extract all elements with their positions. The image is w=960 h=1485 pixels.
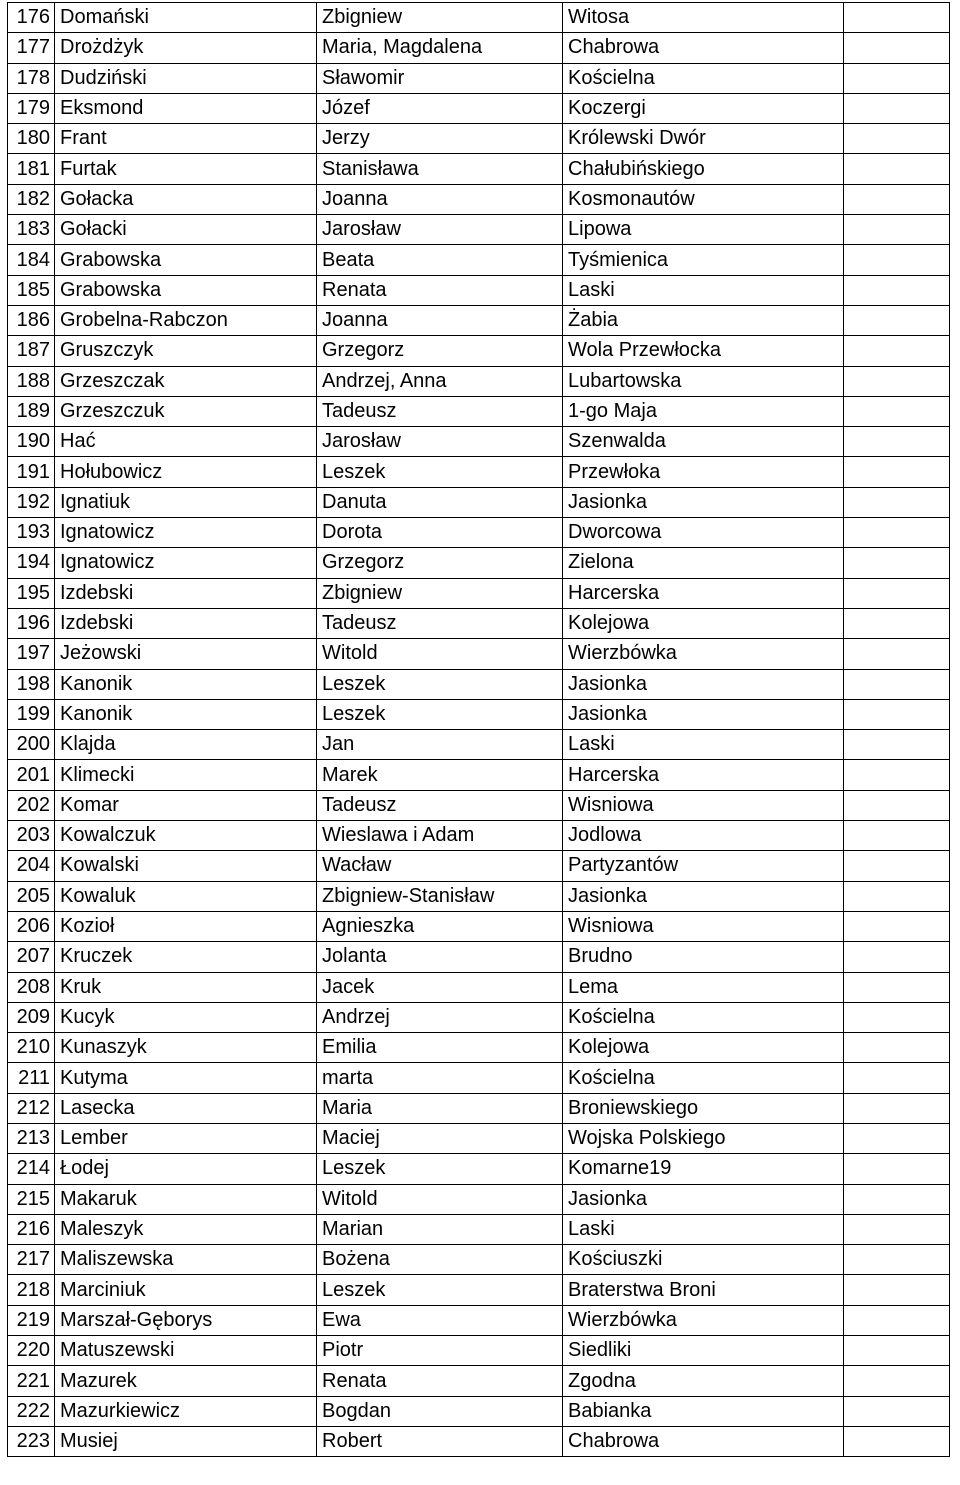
table-row — [8, 215, 950, 245]
table-row — [8, 548, 950, 578]
surname-cell: Drożdżyk — [55, 33, 317, 63]
row-number-cell: 212 — [8, 1093, 55, 1123]
empty-cell — [844, 548, 950, 578]
first-name-cell: Joanna — [317, 184, 563, 214]
surname-cell: Kowaluk — [55, 881, 317, 911]
street-cell: Harcerska — [563, 578, 844, 608]
first-name-cell: Jarosław — [317, 215, 563, 245]
empty-cell — [844, 1336, 950, 1366]
table-row — [8, 1366, 950, 1396]
empty-cell — [844, 336, 950, 366]
empty-cell — [844, 93, 950, 123]
empty-cell — [844, 63, 950, 93]
empty-cell — [844, 1002, 950, 1032]
row-number-cell: 188 — [8, 366, 55, 396]
first-name-cell: Zbigniew — [317, 3, 563, 33]
empty-cell — [844, 1033, 950, 1063]
table-row — [8, 1305, 950, 1335]
surname-cell: Mazurek — [55, 1366, 317, 1396]
row-number-cell: 187 — [8, 336, 55, 366]
empty-cell — [844, 821, 950, 851]
table-row — [8, 1184, 950, 1214]
empty-cell — [844, 911, 950, 941]
table-body — [8, 3, 950, 1457]
table-row — [8, 275, 950, 305]
first-name-cell: Tadeusz — [317, 790, 563, 820]
table-row — [8, 730, 950, 760]
street-cell: Komarne19 — [563, 1154, 844, 1184]
table-row — [8, 942, 950, 972]
surname-cell: Dudziński — [55, 63, 317, 93]
row-number-cell: 205 — [8, 881, 55, 911]
surname-cell: Kowalski — [55, 851, 317, 881]
table-row — [8, 63, 950, 93]
table-row — [8, 33, 950, 63]
first-name-cell: Stanisława — [317, 154, 563, 184]
first-name-cell: Bożena — [317, 1245, 563, 1275]
row-number-cell: 218 — [8, 1275, 55, 1305]
empty-cell — [844, 1275, 950, 1305]
surname-cell: Klimecki — [55, 760, 317, 790]
row-number-cell: 197 — [8, 639, 55, 669]
row-number-cell: 192 — [8, 487, 55, 517]
surname-cell: Kutyma — [55, 1063, 317, 1093]
first-name-cell: Maria — [317, 1093, 563, 1123]
row-number-cell: 195 — [8, 578, 55, 608]
surname-cell: Izdebski — [55, 578, 317, 608]
empty-cell — [844, 942, 950, 972]
table-row — [8, 396, 950, 426]
first-name-cell: Zbigniew — [317, 578, 563, 608]
empty-cell — [844, 518, 950, 548]
street-cell: Chabrowa — [563, 33, 844, 63]
street-cell: Wierzbówka — [563, 1305, 844, 1335]
empty-cell — [844, 154, 950, 184]
surname-cell: Kowalczuk — [55, 821, 317, 851]
street-cell: Braterstwa Broni — [563, 1275, 844, 1305]
surname-cell: Maleszyk — [55, 1214, 317, 1244]
surname-cell: Grabowska — [55, 275, 317, 305]
row-number-cell: 207 — [8, 942, 55, 972]
row-number-cell: 213 — [8, 1123, 55, 1153]
empty-cell — [844, 275, 950, 305]
first-name-cell: Andrzej — [317, 1002, 563, 1032]
surname-cell: Musiej — [55, 1426, 317, 1456]
row-number-cell: 208 — [8, 972, 55, 1002]
empty-cell — [844, 1184, 950, 1214]
first-name-cell: Emilia — [317, 1033, 563, 1063]
surname-cell: Kruk — [55, 972, 317, 1002]
street-cell: Chałubińskiego — [563, 154, 844, 184]
empty-cell — [844, 730, 950, 760]
empty-cell — [844, 427, 950, 457]
row-number-cell: 196 — [8, 608, 55, 638]
row-number-cell: 214 — [8, 1154, 55, 1184]
first-name-cell: Leszek — [317, 1154, 563, 1184]
table-row — [8, 578, 950, 608]
surname-cell: Grabowska — [55, 245, 317, 275]
row-number-cell: 186 — [8, 305, 55, 335]
street-cell: Kolejowa — [563, 608, 844, 638]
empty-cell — [844, 1214, 950, 1244]
table-row — [8, 3, 950, 33]
street-cell: Wierzbówka — [563, 639, 844, 669]
surname-cell: Ignatiuk — [55, 487, 317, 517]
table-row — [8, 1245, 950, 1275]
empty-cell — [844, 699, 950, 729]
table-row — [8, 336, 950, 366]
empty-cell — [844, 1093, 950, 1123]
row-number-cell: 202 — [8, 790, 55, 820]
first-name-cell: Maria, Magdalena — [317, 33, 563, 63]
street-cell: Witosa — [563, 3, 844, 33]
street-cell: Partyzantów — [563, 851, 844, 881]
table-row — [8, 487, 950, 517]
street-cell: 1-go Maja — [563, 396, 844, 426]
surname-cell: Kucyk — [55, 1002, 317, 1032]
street-cell: Lipowa — [563, 215, 844, 245]
surname-cell: Lember — [55, 1123, 317, 1153]
street-cell: Zgodna — [563, 1366, 844, 1396]
street-cell: Wisniowa — [563, 911, 844, 941]
row-number-cell: 199 — [8, 699, 55, 729]
row-number-cell: 206 — [8, 911, 55, 941]
first-name-cell: Jerzy — [317, 124, 563, 154]
empty-cell — [844, 1245, 950, 1275]
empty-cell — [844, 184, 950, 214]
empty-cell — [844, 1154, 950, 1184]
row-number-cell: 178 — [8, 63, 55, 93]
table-row — [8, 790, 950, 820]
table-row — [8, 1336, 950, 1366]
surname-cell: Gołacka — [55, 184, 317, 214]
first-name-cell: Renata — [317, 275, 563, 305]
surname-cell: Kozioł — [55, 911, 317, 941]
surname-cell: Hołubowicz — [55, 457, 317, 487]
empty-cell — [844, 33, 950, 63]
first-name-cell: Marek — [317, 760, 563, 790]
street-cell: Kościuszki — [563, 1245, 844, 1275]
table-row — [8, 669, 950, 699]
first-name-cell: Dorota — [317, 518, 563, 548]
row-number-cell: 215 — [8, 1184, 55, 1214]
table-row — [8, 639, 950, 669]
table-row — [8, 1426, 950, 1456]
table-row — [8, 124, 950, 154]
row-number-cell: 180 — [8, 124, 55, 154]
street-cell: Jasionka — [563, 487, 844, 517]
street-cell: Zielona — [563, 548, 844, 578]
street-cell: Brudno — [563, 942, 844, 972]
surname-cell: Grobelna-Rabczon — [55, 305, 317, 335]
empty-cell — [844, 972, 950, 1002]
row-number-cell: 201 — [8, 760, 55, 790]
empty-cell — [844, 1063, 950, 1093]
street-cell: Siedliki — [563, 1336, 844, 1366]
surname-cell: Hać — [55, 427, 317, 457]
first-name-cell: Wieslawa i Adam — [317, 821, 563, 851]
street-cell: Wojska Polskiego — [563, 1123, 844, 1153]
empty-cell — [844, 1366, 950, 1396]
table-row — [8, 699, 950, 729]
first-name-cell: Leszek — [317, 669, 563, 699]
table-row — [8, 93, 950, 123]
table-row — [8, 1093, 950, 1123]
table-row — [8, 972, 950, 1002]
surname-cell: Kruczek — [55, 942, 317, 972]
street-cell: Kościelna — [563, 63, 844, 93]
empty-cell — [844, 578, 950, 608]
empty-cell — [844, 1426, 950, 1456]
first-name-cell: Danuta — [317, 487, 563, 517]
surname-cell: Mazurkiewicz — [55, 1396, 317, 1426]
table-row — [8, 1214, 950, 1244]
surname-cell: Marciniuk — [55, 1275, 317, 1305]
empty-cell — [844, 366, 950, 396]
row-number-cell: 222 — [8, 1396, 55, 1426]
empty-cell — [844, 1396, 950, 1426]
street-cell: Żabia — [563, 305, 844, 335]
surname-cell: Jeżowski — [55, 639, 317, 669]
first-name-cell: Sławomir — [317, 63, 563, 93]
surname-cell: Grzeszczak — [55, 366, 317, 396]
empty-cell — [844, 608, 950, 638]
first-name-cell: Grzegorz — [317, 548, 563, 578]
row-number-cell: 223 — [8, 1426, 55, 1456]
surname-cell: Domański — [55, 3, 317, 33]
street-cell: Lema — [563, 972, 844, 1002]
table-row — [8, 881, 950, 911]
first-name-cell: Józef — [317, 93, 563, 123]
surname-cell: Frant — [55, 124, 317, 154]
table-row — [8, 1154, 950, 1184]
first-name-cell: Tadeusz — [317, 396, 563, 426]
row-number-cell: 179 — [8, 93, 55, 123]
street-cell: Przewłoka — [563, 457, 844, 487]
row-number-cell: 221 — [8, 1366, 55, 1396]
row-number-cell: 200 — [8, 730, 55, 760]
surname-cell: Łodej — [55, 1154, 317, 1184]
row-number-cell: 219 — [8, 1305, 55, 1335]
street-cell: Królewski Dwór — [563, 124, 844, 154]
table-row — [8, 427, 950, 457]
street-cell: Kościelna — [563, 1002, 844, 1032]
street-cell: Babianka — [563, 1396, 844, 1426]
street-cell: Laski — [563, 730, 844, 760]
street-cell: Jasionka — [563, 881, 844, 911]
first-name-cell: Witold — [317, 639, 563, 669]
empty-cell — [844, 790, 950, 820]
empty-cell — [844, 1305, 950, 1335]
first-name-cell: Agnieszka — [317, 911, 563, 941]
surname-cell: Kanonik — [55, 669, 317, 699]
street-cell: Laski — [563, 1214, 844, 1244]
first-name-cell: Jolanta — [317, 942, 563, 972]
empty-cell — [844, 124, 950, 154]
surname-cell: Ignatowicz — [55, 548, 317, 578]
table-row — [8, 851, 950, 881]
street-cell: Tyśmienica — [563, 245, 844, 275]
street-cell: Lubartowska — [563, 366, 844, 396]
empty-cell — [844, 457, 950, 487]
table-row — [8, 821, 950, 851]
surname-cell: Furtak — [55, 154, 317, 184]
table-row — [8, 911, 950, 941]
empty-cell — [844, 881, 950, 911]
first-name-cell: Jarosław — [317, 427, 563, 457]
row-number-cell: 183 — [8, 215, 55, 245]
street-cell: Jasionka — [563, 699, 844, 729]
surname-cell: Makaruk — [55, 1184, 317, 1214]
row-number-cell: 194 — [8, 548, 55, 578]
table-row — [8, 457, 950, 487]
row-number-cell: 209 — [8, 1002, 55, 1032]
empty-cell — [844, 396, 950, 426]
street-cell: Chabrowa — [563, 1426, 844, 1456]
empty-cell — [844, 305, 950, 335]
empty-cell — [844, 1123, 950, 1153]
row-number-cell: 204 — [8, 851, 55, 881]
first-name-cell: Leszek — [317, 457, 563, 487]
first-name-cell: Beata — [317, 245, 563, 275]
street-cell: Dworcowa — [563, 518, 844, 548]
empty-cell — [844, 215, 950, 245]
table-row — [8, 366, 950, 396]
first-name-cell: Jan — [317, 730, 563, 760]
surname-cell: Klajda — [55, 730, 317, 760]
surname-cell: Komar — [55, 790, 317, 820]
table-row — [8, 184, 950, 214]
row-number-cell: 191 — [8, 457, 55, 487]
street-cell: Kosmonautów — [563, 184, 844, 214]
street-cell: Kolejowa — [563, 1033, 844, 1063]
street-cell: Jasionka — [563, 1184, 844, 1214]
row-number-cell: 184 — [8, 245, 55, 275]
row-number-cell: 198 — [8, 669, 55, 699]
row-number-cell: 220 — [8, 1336, 55, 1366]
empty-cell — [844, 669, 950, 699]
street-cell: Laski — [563, 275, 844, 305]
first-name-cell: Jacek — [317, 972, 563, 1002]
surname-cell: Eksmond — [55, 93, 317, 123]
empty-cell — [844, 3, 950, 33]
surname-cell: Gołacki — [55, 215, 317, 245]
row-number-cell: 190 — [8, 427, 55, 457]
table-row — [8, 1002, 950, 1032]
table-row — [8, 518, 950, 548]
first-name-cell: marta — [317, 1063, 563, 1093]
surname-cell: Matuszewski — [55, 1336, 317, 1366]
street-cell: Jasionka — [563, 669, 844, 699]
table-row — [8, 245, 950, 275]
first-name-cell: Witold — [317, 1184, 563, 1214]
first-name-cell: Joanna — [317, 305, 563, 335]
surname-cell: Maliszewska — [55, 1245, 317, 1275]
records-table — [7, 2, 950, 1457]
row-number-cell: 181 — [8, 154, 55, 184]
table-row — [8, 1275, 950, 1305]
row-number-cell: 211 — [8, 1063, 55, 1093]
first-name-cell: Marian — [317, 1214, 563, 1244]
empty-cell — [844, 487, 950, 517]
empty-cell — [844, 760, 950, 790]
table-row — [8, 1063, 950, 1093]
street-cell: Wisniowa — [563, 790, 844, 820]
surname-cell: Kanonik — [55, 699, 317, 729]
row-number-cell: 189 — [8, 396, 55, 426]
first-name-cell: Grzegorz — [317, 336, 563, 366]
first-name-cell: Wacław — [317, 851, 563, 881]
surname-cell: Marszał-Gęborys — [55, 1305, 317, 1335]
first-name-cell: Bogdan — [317, 1396, 563, 1426]
table-row — [8, 154, 950, 184]
row-number-cell: 176 — [8, 3, 55, 33]
table-row — [8, 1033, 950, 1063]
row-number-cell: 193 — [8, 518, 55, 548]
surname-cell: Grzeszczuk — [55, 396, 317, 426]
first-name-cell: Andrzej, Anna — [317, 366, 563, 396]
surname-cell: Izdebski — [55, 608, 317, 638]
surname-cell: Kunaszyk — [55, 1033, 317, 1063]
table-row — [8, 1123, 950, 1153]
table-row — [8, 305, 950, 335]
first-name-cell: Maciej — [317, 1123, 563, 1153]
empty-cell — [844, 639, 950, 669]
empty-cell — [844, 851, 950, 881]
table-row — [8, 608, 950, 638]
street-cell: Koczergi — [563, 93, 844, 123]
surname-cell: Ignatowicz — [55, 518, 317, 548]
surname-cell: Gruszczyk — [55, 336, 317, 366]
first-name-cell: Zbigniew-Stanisław — [317, 881, 563, 911]
street-cell: Kościelna — [563, 1063, 844, 1093]
row-number-cell: 182 — [8, 184, 55, 214]
row-number-cell: 217 — [8, 1245, 55, 1275]
street-cell: Szenwalda — [563, 427, 844, 457]
first-name-cell: Leszek — [317, 1275, 563, 1305]
street-cell: Harcerska — [563, 760, 844, 790]
first-name-cell: Tadeusz — [317, 608, 563, 638]
first-name-cell: Piotr — [317, 1336, 563, 1366]
street-cell: Wola Przewłocka — [563, 336, 844, 366]
street-cell: Broniewskiego — [563, 1093, 844, 1123]
first-name-cell: Renata — [317, 1366, 563, 1396]
first-name-cell: Ewa — [317, 1305, 563, 1335]
surname-cell: Lasecka — [55, 1093, 317, 1123]
table-row — [8, 760, 950, 790]
table-row — [8, 1396, 950, 1426]
row-number-cell: 210 — [8, 1033, 55, 1063]
first-name-cell: Leszek — [317, 699, 563, 729]
row-number-cell: 177 — [8, 33, 55, 63]
street-cell: Jodlowa — [563, 821, 844, 851]
row-number-cell: 203 — [8, 821, 55, 851]
first-name-cell: Robert — [317, 1426, 563, 1456]
row-number-cell: 216 — [8, 1214, 55, 1244]
row-number-cell: 185 — [8, 275, 55, 305]
empty-cell — [844, 245, 950, 275]
